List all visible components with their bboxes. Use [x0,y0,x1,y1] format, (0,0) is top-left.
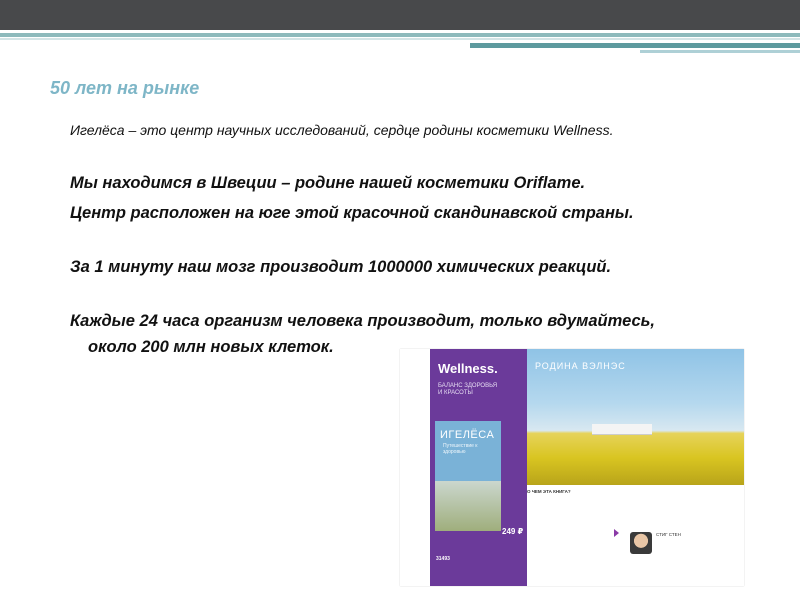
book-subtitle: БАЛАНС ЗДОРОВЬЯ И КРАСОТЫ [438,383,498,396]
book-panel [430,349,527,586]
brochure-image [400,349,744,586]
body-line-5: Каждые 24 часа организм человека производит, только вдумайтесь, [70,312,656,330]
body-line-2: Мы находимся в Швеции – родине нашей косметики Oriflame. [70,174,586,192]
author-name: СТИГ СТЕН [656,532,681,537]
faq-heading: О ЧЕМ ЭТА КНИГА? [527,489,571,494]
cover-subtitle: Путешествие к здоровью [443,443,478,455]
rapeseed-field-image [527,349,744,485]
cover-title: ИГЕЛЁСА [440,429,495,441]
book-price: 249 ₽ [502,527,524,536]
body-line-3: Центр расположен на юге этой красочной скандинавской страны. [70,204,634,222]
book-code: 31493 [436,556,450,562]
stripe-2 [0,38,800,40]
slide-title: 50 лет на рынке [50,78,200,98]
stripe-3 [470,43,800,48]
body-line-4: За 1 минуту наш мозг производит 1000000 химических реакций. [70,258,612,276]
stripe-1 [0,33,800,37]
research-center-building [592,424,652,435]
arrow-right-icon [614,529,619,537]
body-line-1: Игелёса – это центр научных исследований, сердце родины косметики Wellness. [70,122,614,138]
author-photo [630,532,652,554]
stripe-4 [640,50,800,53]
body-line-6: около 200 млн новых клеток. [88,338,334,356]
scene-title: РОДИНА ВЭЛНЭС [535,361,626,371]
faq-column [527,489,617,495]
book-brand: Wellness. [438,361,498,376]
cover-field-image [435,481,501,531]
book-cover [435,421,501,531]
top-band [0,0,800,30]
